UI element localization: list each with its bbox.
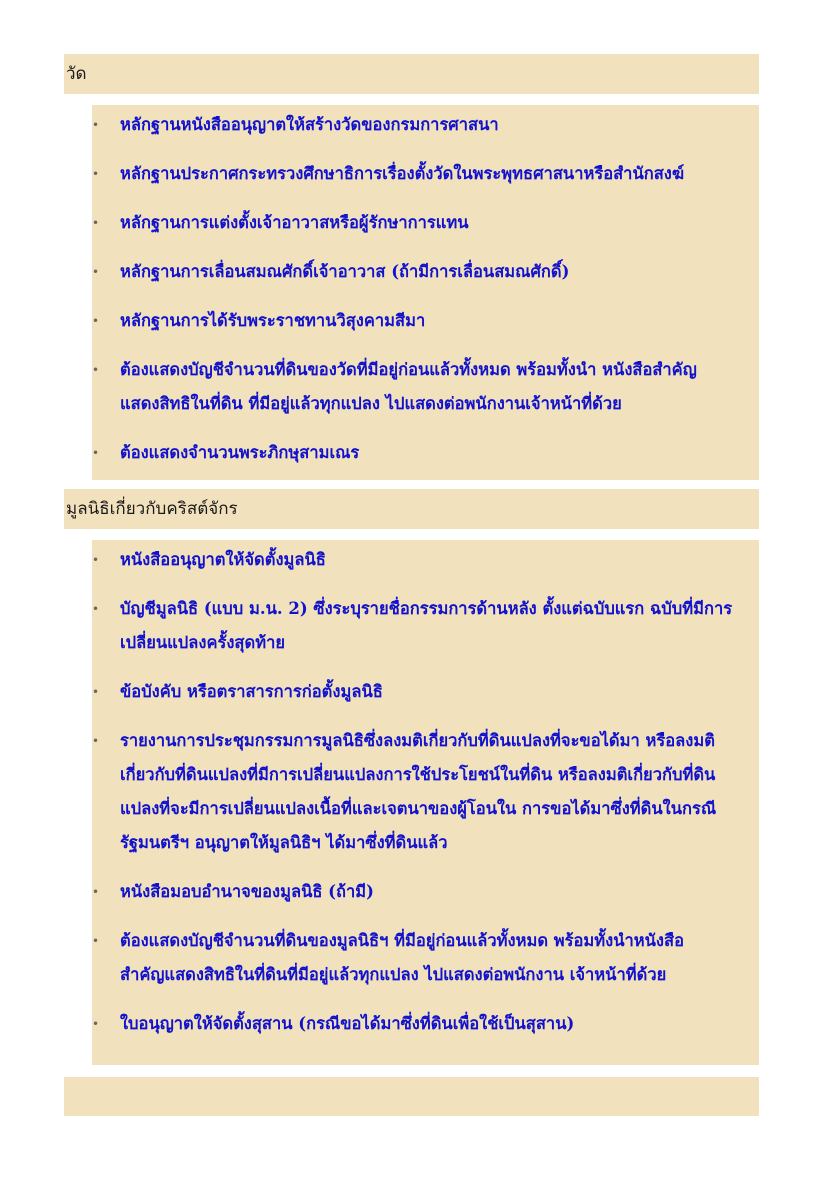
bullet-icon: • bbox=[92, 363, 100, 377]
bullet-icon: • bbox=[92, 314, 100, 328]
list-item-text-line: แสดงสิทธิในที่ดิน ที่มีอยู่แล้วทุกแปลง ไปแสดงต่อพนักงานเจ้าหน้าที่ด้วย bbox=[120, 394, 622, 413]
list-item bbox=[92, 592, 759, 660]
list-item-text-line: หลักฐานประกาศกระทรวงศึกษาธิการเรื่องตั้งวัดในพระพุทธศาสนาหรือสำนักสงฆ์ bbox=[120, 164, 685, 183]
section-header-foundation: มูลนิธิเกี่ยวกับคริสต์จักร bbox=[64, 489, 759, 529]
bullet-icon: • bbox=[92, 602, 100, 616]
list-item-text-line: รัฐมนตรีฯ อนุญาตให้มูลนิธิฯ ได้มาซึ่งที่ดินแล้ว bbox=[120, 833, 448, 852]
bullet-icon: • bbox=[92, 167, 100, 181]
list-item bbox=[92, 724, 759, 860]
requirement-list bbox=[92, 108, 759, 470]
list-item-text-line: หนังสือมอบอำนาจของมูลนิธิ (ถ้ามี) bbox=[120, 882, 374, 901]
list-item bbox=[92, 108, 759, 142]
list-item-text-line: ต้องแสดงบัญชีจำนวนที่ดินของมูลนิธิฯ ที่มีอยู่ก่อนแล้วทั้งหมด พร้อมทั้งนำหนังสือ bbox=[120, 931, 684, 950]
list-item-text-line: แปลงที่จะมีการเปลี่ยนแปลงเนื้อที่และเจตนาของผู้โอนใน การขอได้มาซึ่งที่ดินในกรณี bbox=[120, 799, 717, 818]
bullet-icon: • bbox=[92, 885, 100, 899]
list-item-text-line: ต้องแสดงจำนวนพระภิกษุสามเณร bbox=[120, 443, 360, 462]
list-item-text-line: รายงานการประชุมกรรมการมูลนิธิซึ่งลงมติเกี่ยวกับที่ดินแปลงที่จะขอได้มา หรือลงมติ bbox=[120, 731, 715, 750]
list-item-text-line: เปลี่ยนแปลงครั้งสุดท้าย bbox=[120, 633, 285, 652]
list-item-text-line: ต้องแสดงบัญชีจำนวนที่ดินของวัดที่มีอยู่ก่อนแล้วทั้งหมด พร้อมทั้งนำ หนังสือสำคัญ bbox=[120, 360, 697, 379]
list-item-text-line: สำคัญแสดงสิทธิในที่ดินที่มีอยู่แล้วทุกแปลง ไปแสดงต่อพนักงาน เจ้าหน้าที่ด้วย bbox=[120, 965, 667, 984]
list-item bbox=[92, 924, 759, 992]
bullet-icon: • bbox=[92, 934, 100, 948]
list-item bbox=[92, 157, 759, 191]
bullet-icon: • bbox=[92, 118, 100, 132]
bullet-icon: • bbox=[92, 216, 100, 230]
list-item bbox=[92, 206, 759, 240]
list-item-text-line: ใบอนุญาตให้จัดตั้งสุสาน (กรณีขอได้มาซึ่งที่ดินเพื่อใช้เป็นสุสาน) bbox=[120, 1014, 575, 1033]
list-item bbox=[92, 675, 759, 709]
bullet-icon: • bbox=[92, 734, 100, 748]
section-list-foundation bbox=[92, 540, 759, 1065]
list-item-text-line: บัญชีมูลนิธิ (แบบ ม.น. 2) ซึ่งระบุรายชื่อกรรมการด้านหลัง ตั้งแต่ฉบับแรก ฉบับที่มีการ bbox=[120, 599, 733, 618]
bullet-icon: • bbox=[92, 1017, 100, 1031]
requirement-list bbox=[92, 543, 759, 1041]
list-item bbox=[92, 304, 759, 338]
bullet-icon: • bbox=[92, 553, 100, 567]
section-header-wat: วัด bbox=[64, 54, 759, 94]
footer-bar bbox=[64, 1077, 759, 1116]
list-item bbox=[92, 543, 759, 577]
list-item bbox=[92, 255, 759, 289]
bullet-icon: • bbox=[92, 265, 100, 279]
list-item-text-line: หลักฐานการได้รับพระราชทานวิสุงคามสีมา bbox=[120, 311, 426, 330]
list-item-text-line: หลักฐานการเลื่อนสมณศักดิ์เจ้าอาวาส (ถ้ามีการเลื่อนสมณศักดิ์) bbox=[120, 262, 570, 281]
list-item-text-line: ข้อบังคับ หรือตราสารการก่อตั้งมูลนิธิ bbox=[120, 682, 383, 701]
list-item-text-line: เกี่ยวกับที่ดินแปลงที่มีการเปลี่ยนแปลงการใช้ประโยชน์ในที่ดิน หรือลงมติเกี่ยวกับที่ดิน bbox=[120, 765, 716, 784]
list-item-text-line: หนังสืออนุญาตให้จัดตั้งมูลนิธิ bbox=[120, 550, 326, 569]
list-item-text-line: หลักฐานหนังสืออนุญาตให้สร้างวัดของกรมการศาสนา bbox=[120, 115, 499, 134]
bullet-icon: • bbox=[92, 685, 100, 699]
section-list-wat bbox=[92, 105, 759, 480]
list-item bbox=[92, 436, 759, 470]
list-item bbox=[92, 1007, 759, 1041]
list-item-text-line: หลักฐานการแต่งตั้งเจ้าอาวาสหรือผู้รักษาการแทน bbox=[120, 213, 469, 232]
bullet-icon: • bbox=[92, 446, 100, 460]
list-item bbox=[92, 875, 759, 909]
list-item bbox=[92, 353, 759, 421]
